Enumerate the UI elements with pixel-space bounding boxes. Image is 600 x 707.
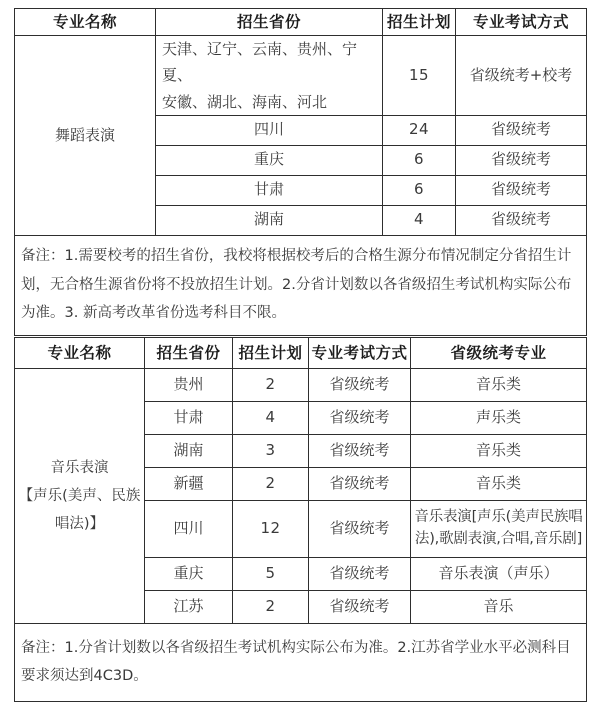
province-cell: 重庆 bbox=[145, 558, 233, 591]
header-plan: 招生计划 bbox=[383, 9, 456, 36]
plan-cell: 5 bbox=[233, 558, 309, 591]
exam-method-cell: 省级统考 bbox=[309, 435, 411, 468]
header-provinces: 招生省份 bbox=[145, 338, 233, 369]
exam-method-cell: 省级统考+校考 bbox=[456, 36, 587, 116]
provincial-major-cell: 音乐类 bbox=[411, 468, 587, 501]
plan-cell: 4 bbox=[233, 402, 309, 435]
provinces-cell: 甘肃 bbox=[156, 175, 383, 205]
province-cell: 新疆 bbox=[145, 468, 233, 501]
provinces-cell: 湖南 bbox=[156, 205, 383, 235]
exam-method-cell: 省级统考 bbox=[309, 468, 411, 501]
plan-cell: 6 bbox=[383, 175, 456, 205]
provinces-line-2: 安徽、湖北、海南、河北 bbox=[162, 92, 328, 111]
major-name-line-2: 【声乐(美声、民族 bbox=[18, 487, 141, 504]
header-provincial-major: 省级统考专业 bbox=[411, 338, 587, 369]
plan-cell: 2 bbox=[233, 369, 309, 402]
dance-performance-table bbox=[14, 8, 587, 336]
header-major-name: 专业名称 bbox=[15, 9, 156, 36]
major-name-cell bbox=[15, 369, 145, 624]
provincial-major-cell: 音乐 bbox=[411, 591, 587, 624]
table-note-row bbox=[15, 235, 587, 335]
provincial-major-line-1: 音乐表演[声乐(美声民族唱 bbox=[414, 509, 583, 526]
exam-method-cell: 省级统考 bbox=[309, 591, 411, 624]
exam-method-cell: 省级统考 bbox=[456, 205, 587, 235]
table-note-row bbox=[15, 624, 587, 702]
header-exam-method: 专业考试方式 bbox=[456, 9, 587, 36]
exam-method-cell: 省级统考 bbox=[309, 369, 411, 402]
plan-cell: 3 bbox=[233, 435, 309, 468]
exam-method-cell: 省级统考 bbox=[456, 175, 587, 205]
header-major-name: 专业名称 bbox=[15, 338, 145, 369]
plan-cell: 24 bbox=[383, 115, 456, 145]
provincial-major-cell bbox=[411, 501, 587, 558]
provinces-cell: 四川 bbox=[156, 115, 383, 145]
exam-method-cell: 省级统考 bbox=[309, 501, 411, 558]
provinces-cell bbox=[156, 36, 383, 116]
plan-cell: 2 bbox=[233, 468, 309, 501]
major-name-line-3: 唱法)】 bbox=[54, 516, 105, 533]
provincial-major-cell: 音乐类 bbox=[411, 369, 587, 402]
provincial-major-cell: 音乐表演（声乐） bbox=[411, 558, 587, 591]
header-plan: 招生计划 bbox=[233, 338, 309, 369]
provincial-major-line-2: 法),歌剧表演,合唱,音乐剧] bbox=[414, 531, 583, 547]
plan-cell: 15 bbox=[383, 36, 456, 116]
province-cell: 贵州 bbox=[145, 369, 233, 402]
major-name-cell: 舞蹈表演 bbox=[15, 36, 156, 236]
plan-cell: 2 bbox=[233, 591, 309, 624]
plan-cell: 4 bbox=[383, 205, 456, 235]
provincial-major-cell: 声乐类 bbox=[411, 402, 587, 435]
header-exam-method: 专业考试方式 bbox=[309, 338, 411, 369]
table-note: 备注：1.需要校考的招生省份，我校将根据校考后的合格生源分布情况制定分省招生计划，无合格生源省份将不投放招生计划。2.分省计划数以各省级招生考试机构实际公布为准。3. 新高考改革省份选考科目不限。 bbox=[15, 235, 587, 335]
provinces-cell: 重庆 bbox=[156, 145, 383, 175]
major-name-line-1: 音乐表演 bbox=[50, 459, 109, 476]
province-cell: 湖南 bbox=[145, 435, 233, 468]
table-header-row bbox=[15, 9, 587, 36]
header-provinces: 招生省份 bbox=[156, 9, 383, 36]
provincial-major-cell: 音乐类 bbox=[411, 435, 587, 468]
table-header-row bbox=[15, 338, 587, 369]
plan-cell: 12 bbox=[233, 501, 309, 558]
music-performance-table bbox=[14, 337, 587, 702]
province-cell: 江苏 bbox=[145, 591, 233, 624]
table-row bbox=[15, 369, 587, 402]
province-cell: 四川 bbox=[145, 501, 233, 558]
provinces-line-1: 天津、辽宁、云南、贵州、宁夏、 bbox=[162, 40, 358, 85]
exam-method-cell: 省级统考 bbox=[309, 558, 411, 591]
province-cell: 甘肃 bbox=[145, 402, 233, 435]
plan-cell: 6 bbox=[383, 145, 456, 175]
exam-method-cell: 省级统考 bbox=[456, 115, 587, 145]
exam-method-cell: 省级统考 bbox=[309, 402, 411, 435]
table-row bbox=[15, 36, 587, 116]
table-note: 备注：1.分省计划数以各省级招生考试机构实际公布为准。2.江苏省学业水平必测科目要求须达到4C3D。 bbox=[15, 624, 587, 702]
exam-method-cell: 省级统考 bbox=[456, 145, 587, 175]
